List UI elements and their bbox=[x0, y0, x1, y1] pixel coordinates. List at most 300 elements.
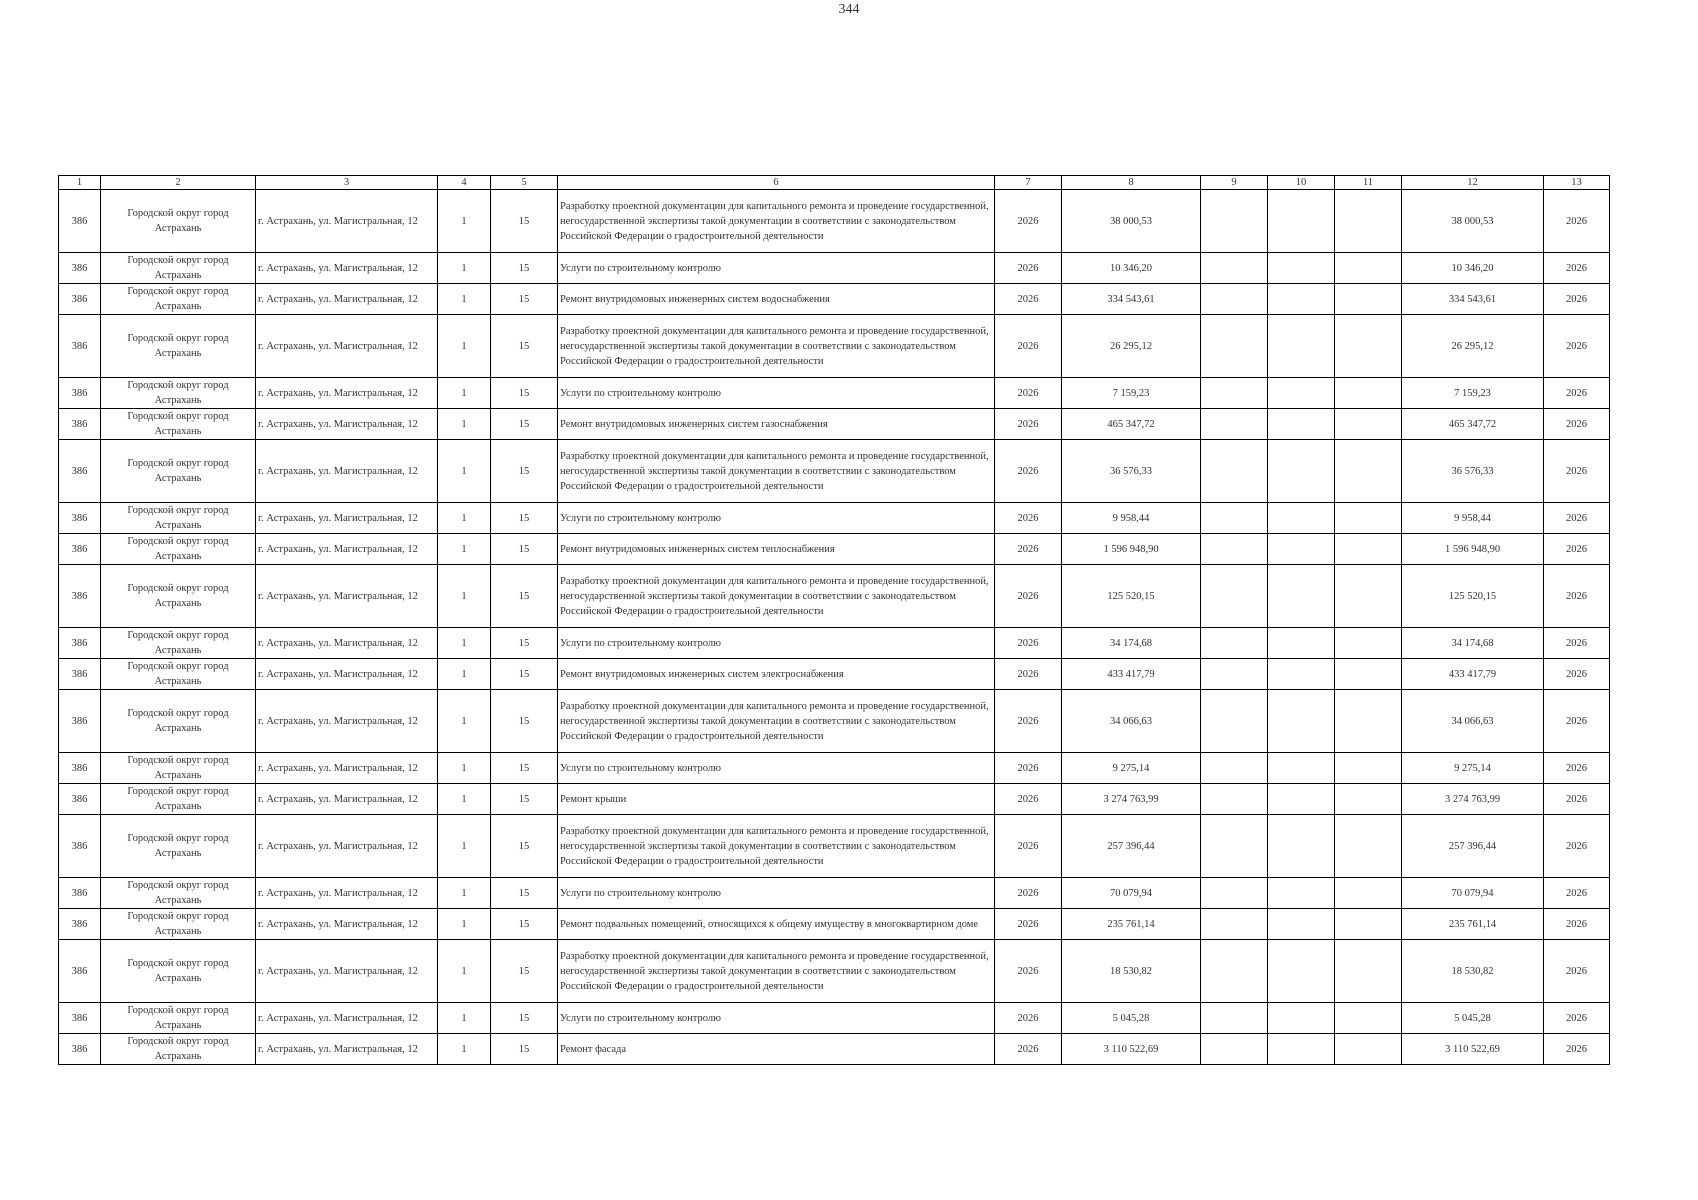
table-row bbox=[59, 534, 1610, 565]
municipality-cell: Городской округ город Астрахань bbox=[101, 1003, 256, 1034]
table-row bbox=[59, 503, 1610, 534]
col9-cell bbox=[1201, 878, 1268, 909]
col9-cell bbox=[1201, 440, 1268, 503]
cost-cell: 465 347,72 bbox=[1062, 409, 1201, 440]
col5-cell: 15 bbox=[491, 815, 558, 878]
work-type-cell: Разработку проектной документации для капитального ремонта и проведение государственной, негосударственной экспертизы такой документации в соответствии с законодательством Российской Федерации о градостроительной деятельности bbox=[558, 940, 995, 1003]
col10-cell bbox=[1268, 253, 1335, 284]
year-cell: 2026 bbox=[995, 409, 1062, 440]
completion-year-cell: 2026 bbox=[1544, 534, 1610, 565]
year-cell: 2026 bbox=[995, 440, 1062, 503]
completion-year-cell: 2026 bbox=[1544, 284, 1610, 315]
table-row bbox=[59, 940, 1610, 1003]
col9-cell bbox=[1201, 253, 1268, 284]
address-cell: г. Астрахань, ул. Магистральная, 12 bbox=[256, 440, 438, 503]
column-header-3: 3 bbox=[256, 176, 438, 190]
col10-cell bbox=[1268, 534, 1335, 565]
col9-cell bbox=[1201, 690, 1268, 753]
column-header-13: 13 bbox=[1544, 176, 1610, 190]
col5-cell: 15 bbox=[491, 534, 558, 565]
total-cell: 334 543,61 bbox=[1402, 284, 1544, 315]
address-cell: г. Астрахань, ул. Магистральная, 12 bbox=[256, 503, 438, 534]
work-type-cell: Услуги по строительному контролю bbox=[558, 503, 995, 534]
total-cell: 3 110 522,69 bbox=[1402, 1034, 1544, 1065]
completion-year-cell: 2026 bbox=[1544, 784, 1610, 815]
col10-cell bbox=[1268, 190, 1335, 253]
col5-cell: 15 bbox=[491, 940, 558, 1003]
year-cell: 2026 bbox=[995, 1034, 1062, 1065]
work-type-cell: Ремонт фасада bbox=[558, 1034, 995, 1065]
col4-cell: 1 bbox=[438, 503, 491, 534]
col10-cell bbox=[1268, 690, 1335, 753]
year-cell: 2026 bbox=[995, 940, 1062, 1003]
row-number: 386 bbox=[59, 503, 101, 534]
cost-cell: 125 520,15 bbox=[1062, 565, 1201, 628]
col10-cell bbox=[1268, 628, 1335, 659]
col11-cell bbox=[1335, 565, 1402, 628]
row-number: 386 bbox=[59, 878, 101, 909]
total-cell: 18 530,82 bbox=[1402, 940, 1544, 1003]
total-cell: 34 174,68 bbox=[1402, 628, 1544, 659]
total-cell: 34 066,63 bbox=[1402, 690, 1544, 753]
col4-cell: 1 bbox=[438, 753, 491, 784]
completion-year-cell: 2026 bbox=[1544, 1003, 1610, 1034]
row-number: 386 bbox=[59, 315, 101, 378]
col11-cell bbox=[1335, 440, 1402, 503]
col4-cell: 1 bbox=[438, 315, 491, 378]
col10-cell bbox=[1268, 878, 1335, 909]
col10-cell bbox=[1268, 659, 1335, 690]
col4-cell: 1 bbox=[438, 1034, 491, 1065]
municipality-cell: Городской округ город Астрахань bbox=[101, 784, 256, 815]
completion-year-cell: 2026 bbox=[1544, 753, 1610, 784]
cost-cell: 36 576,33 bbox=[1062, 440, 1201, 503]
total-cell: 70 079,94 bbox=[1402, 878, 1544, 909]
total-cell: 9 958,44 bbox=[1402, 503, 1544, 534]
table-row bbox=[59, 378, 1610, 409]
work-type-cell: Ремонт внутридомовых инженерных систем теплоснабжения bbox=[558, 534, 995, 565]
col11-cell bbox=[1335, 534, 1402, 565]
col11-cell bbox=[1335, 1003, 1402, 1034]
cost-cell: 34 174,68 bbox=[1062, 628, 1201, 659]
address-cell: г. Астрахань, ул. Магистральная, 12 bbox=[256, 753, 438, 784]
cost-cell: 18 530,82 bbox=[1062, 940, 1201, 1003]
col9-cell bbox=[1201, 1034, 1268, 1065]
total-cell: 9 275,14 bbox=[1402, 753, 1544, 784]
col10-cell bbox=[1268, 815, 1335, 878]
col4-cell: 1 bbox=[438, 440, 491, 503]
col10-cell bbox=[1268, 409, 1335, 440]
work-type-cell: Разработку проектной документации для капитального ремонта и проведение государственной, негосударственной экспертизы такой документации в соответствии с законодательством Российской Федерации о градостроительной деятельности bbox=[558, 315, 995, 378]
col11-cell bbox=[1335, 815, 1402, 878]
col10-cell bbox=[1268, 784, 1335, 815]
total-cell: 125 520,15 bbox=[1402, 565, 1544, 628]
col10-cell bbox=[1268, 1003, 1335, 1034]
register-table bbox=[58, 175, 1610, 1065]
col10-cell bbox=[1268, 940, 1335, 1003]
header-row bbox=[59, 176, 1610, 190]
year-cell: 2026 bbox=[995, 659, 1062, 690]
address-cell: г. Астрахань, ул. Магистральная, 12 bbox=[256, 659, 438, 690]
col4-cell: 1 bbox=[438, 878, 491, 909]
year-cell: 2026 bbox=[995, 503, 1062, 534]
completion-year-cell: 2026 bbox=[1544, 878, 1610, 909]
column-header-12: 12 bbox=[1402, 176, 1544, 190]
table-row bbox=[59, 784, 1610, 815]
col5-cell: 15 bbox=[491, 784, 558, 815]
col9-cell bbox=[1201, 1003, 1268, 1034]
col4-cell: 1 bbox=[438, 534, 491, 565]
row-number: 386 bbox=[59, 815, 101, 878]
col4-cell: 1 bbox=[438, 659, 491, 690]
completion-year-cell: 2026 bbox=[1544, 659, 1610, 690]
year-cell: 2026 bbox=[995, 565, 1062, 628]
year-cell: 2026 bbox=[995, 878, 1062, 909]
col10-cell bbox=[1268, 440, 1335, 503]
col4-cell: 1 bbox=[438, 784, 491, 815]
col9-cell bbox=[1201, 409, 1268, 440]
row-number: 386 bbox=[59, 1034, 101, 1065]
col5-cell: 15 bbox=[491, 878, 558, 909]
row-number: 386 bbox=[59, 409, 101, 440]
total-cell: 36 576,33 bbox=[1402, 440, 1544, 503]
table-header bbox=[59, 176, 1610, 190]
cost-cell: 10 346,20 bbox=[1062, 253, 1201, 284]
year-cell: 2026 bbox=[995, 190, 1062, 253]
total-cell: 235 761,14 bbox=[1402, 909, 1544, 940]
col11-cell bbox=[1335, 690, 1402, 753]
address-cell: г. Астрахань, ул. Магистральная, 12 bbox=[256, 690, 438, 753]
cost-cell: 1 596 948,90 bbox=[1062, 534, 1201, 565]
col9-cell bbox=[1201, 940, 1268, 1003]
completion-year-cell: 2026 bbox=[1544, 940, 1610, 1003]
row-number: 386 bbox=[59, 909, 101, 940]
col5-cell: 15 bbox=[491, 1034, 558, 1065]
col9-cell bbox=[1201, 784, 1268, 815]
total-cell: 465 347,72 bbox=[1402, 409, 1544, 440]
completion-year-cell: 2026 bbox=[1544, 690, 1610, 753]
col4-cell: 1 bbox=[438, 253, 491, 284]
table-body bbox=[59, 190, 1610, 1065]
col5-cell: 15 bbox=[491, 565, 558, 628]
col4-cell: 1 bbox=[438, 690, 491, 753]
col4-cell: 1 bbox=[438, 940, 491, 1003]
total-cell: 26 295,12 bbox=[1402, 315, 1544, 378]
municipality-cell: Городской округ город Астрахань bbox=[101, 253, 256, 284]
year-cell: 2026 bbox=[995, 628, 1062, 659]
col11-cell bbox=[1335, 253, 1402, 284]
col5-cell: 15 bbox=[491, 378, 558, 409]
total-cell: 257 396,44 bbox=[1402, 815, 1544, 878]
row-number: 386 bbox=[59, 440, 101, 503]
address-cell: г. Астрахань, ул. Магистральная, 12 bbox=[256, 565, 438, 628]
table-row bbox=[59, 253, 1610, 284]
municipality-cell: Городской округ город Астрахань bbox=[101, 315, 256, 378]
completion-year-cell: 2026 bbox=[1544, 565, 1610, 628]
total-cell: 7 159,23 bbox=[1402, 378, 1544, 409]
municipality-cell: Городской округ город Астрахань bbox=[101, 284, 256, 315]
year-cell: 2026 bbox=[995, 253, 1062, 284]
col10-cell bbox=[1268, 503, 1335, 534]
table-row bbox=[59, 878, 1610, 909]
completion-year-cell: 2026 bbox=[1544, 253, 1610, 284]
work-type-cell: Услуги по строительному контролю bbox=[558, 753, 995, 784]
row-number: 386 bbox=[59, 565, 101, 628]
cost-cell: 7 159,23 bbox=[1062, 378, 1201, 409]
col5-cell: 15 bbox=[491, 409, 558, 440]
work-type-cell: Разработку проектной документации для капитального ремонта и проведение государственной, негосударственной экспертизы такой документации в соответствии с законодательством Российской Федерации о градостроительной деятельности bbox=[558, 190, 995, 253]
completion-year-cell: 2026 bbox=[1544, 628, 1610, 659]
column-header-4: 4 bbox=[438, 176, 491, 190]
address-cell: г. Астрахань, ул. Магистральная, 12 bbox=[256, 878, 438, 909]
col4-cell: 1 bbox=[438, 190, 491, 253]
col4-cell: 1 bbox=[438, 378, 491, 409]
municipality-cell: Городской округ город Астрахань bbox=[101, 690, 256, 753]
address-cell: г. Астрахань, ул. Магистральная, 12 bbox=[256, 940, 438, 1003]
col4-cell: 1 bbox=[438, 409, 491, 440]
cost-cell: 26 295,12 bbox=[1062, 315, 1201, 378]
total-cell: 1 596 948,90 bbox=[1402, 534, 1544, 565]
completion-year-cell: 2026 bbox=[1544, 409, 1610, 440]
municipality-cell: Городской округ город Астрахань bbox=[101, 815, 256, 878]
cost-cell: 5 045,28 bbox=[1062, 1003, 1201, 1034]
col4-cell: 1 bbox=[438, 284, 491, 315]
col9-cell bbox=[1201, 565, 1268, 628]
col11-cell bbox=[1335, 409, 1402, 440]
completion-year-cell: 2026 bbox=[1544, 1034, 1610, 1065]
work-type-cell: Ремонт внутридомовых инженерных систем водоснабжения bbox=[558, 284, 995, 315]
work-type-cell: Услуги по строительному контролю bbox=[558, 1003, 995, 1034]
col11-cell bbox=[1335, 284, 1402, 315]
col9-cell bbox=[1201, 753, 1268, 784]
municipality-cell: Городской округ город Астрахань bbox=[101, 909, 256, 940]
address-cell: г. Астрахань, ул. Магистральная, 12 bbox=[256, 409, 438, 440]
cost-cell: 70 079,94 bbox=[1062, 878, 1201, 909]
cost-cell: 9 958,44 bbox=[1062, 503, 1201, 534]
cost-cell: 257 396,44 bbox=[1062, 815, 1201, 878]
col5-cell: 15 bbox=[491, 190, 558, 253]
cost-cell: 235 761,14 bbox=[1062, 909, 1201, 940]
col11-cell bbox=[1335, 628, 1402, 659]
row-number: 386 bbox=[59, 628, 101, 659]
table-row bbox=[59, 909, 1610, 940]
col11-cell bbox=[1335, 878, 1402, 909]
year-cell: 2026 bbox=[995, 753, 1062, 784]
work-type-cell: Разработку проектной документации для капитального ремонта и проведение государственной, негосударственной экспертизы такой документации в соответствии с законодательством Российской Федерации о градостроительной деятельности bbox=[558, 815, 995, 878]
work-type-cell: Разработку проектной документации для капитального ремонта и проведение государственной, негосударственной экспертизы такой документации в соответствии с законодательством Российской Федерации о градостроительной деятельности bbox=[558, 690, 995, 753]
cost-cell: 34 066,63 bbox=[1062, 690, 1201, 753]
row-number: 386 bbox=[59, 784, 101, 815]
table-row bbox=[59, 190, 1610, 253]
total-cell: 3 274 763,99 bbox=[1402, 784, 1544, 815]
col9-cell bbox=[1201, 815, 1268, 878]
year-cell: 2026 bbox=[995, 1003, 1062, 1034]
row-number: 386 bbox=[59, 659, 101, 690]
col9-cell bbox=[1201, 534, 1268, 565]
completion-year-cell: 2026 bbox=[1544, 815, 1610, 878]
table-row bbox=[59, 440, 1610, 503]
col5-cell: 15 bbox=[491, 659, 558, 690]
col5-cell: 15 bbox=[491, 690, 558, 753]
work-type-cell: Услуги по строительному контролю bbox=[558, 878, 995, 909]
work-type-cell: Ремонт подвальных помещений, относящихся к общему имуществу в многоквартирном доме bbox=[558, 909, 995, 940]
table-row bbox=[59, 284, 1610, 315]
col9-cell bbox=[1201, 909, 1268, 940]
work-type-cell: Ремонт внутридомовых инженерных систем электроснабжения bbox=[558, 659, 995, 690]
column-header-7: 7 bbox=[995, 176, 1062, 190]
address-cell: г. Астрахань, ул. Магистральная, 12 bbox=[256, 1003, 438, 1034]
col9-cell bbox=[1201, 659, 1268, 690]
work-type-cell: Ремонт внутридомовых инженерных систем газоснабжения bbox=[558, 409, 995, 440]
address-cell: г. Астрахань, ул. Магистральная, 12 bbox=[256, 628, 438, 659]
municipality-cell: Городской округ город Астрахань bbox=[101, 440, 256, 503]
col10-cell bbox=[1268, 1034, 1335, 1065]
column-header-5: 5 bbox=[491, 176, 558, 190]
col9-cell bbox=[1201, 628, 1268, 659]
col10-cell bbox=[1268, 315, 1335, 378]
col10-cell bbox=[1268, 753, 1335, 784]
col11-cell bbox=[1335, 1034, 1402, 1065]
address-cell: г. Астрахань, ул. Магистральная, 12 bbox=[256, 253, 438, 284]
work-type-cell: Услуги по строительному контролю bbox=[558, 628, 995, 659]
cost-cell: 38 000,53 bbox=[1062, 190, 1201, 253]
address-cell: г. Астрахань, ул. Магистральная, 12 bbox=[256, 909, 438, 940]
col4-cell: 1 bbox=[438, 628, 491, 659]
year-cell: 2026 bbox=[995, 784, 1062, 815]
cost-cell: 3 274 763,99 bbox=[1062, 784, 1201, 815]
col5-cell: 15 bbox=[491, 503, 558, 534]
page-number: 344 bbox=[838, 2, 860, 17]
col11-cell bbox=[1335, 190, 1402, 253]
col5-cell: 15 bbox=[491, 753, 558, 784]
address-cell: г. Астрахань, ул. Магистральная, 12 bbox=[256, 815, 438, 878]
row-number: 386 bbox=[59, 190, 101, 253]
year-cell: 2026 bbox=[995, 534, 1062, 565]
row-number: 386 bbox=[59, 1003, 101, 1034]
municipality-cell: Городской округ город Астрахань bbox=[101, 378, 256, 409]
cost-cell: 3 110 522,69 bbox=[1062, 1034, 1201, 1065]
table-row bbox=[59, 753, 1610, 784]
col9-cell bbox=[1201, 284, 1268, 315]
total-cell: 433 417,79 bbox=[1402, 659, 1544, 690]
year-cell: 2026 bbox=[995, 315, 1062, 378]
col5-cell: 15 bbox=[491, 440, 558, 503]
year-cell: 2026 bbox=[995, 909, 1062, 940]
work-type-cell: Услуги по строительному контролю bbox=[558, 378, 995, 409]
row-number: 386 bbox=[59, 253, 101, 284]
table-row bbox=[59, 690, 1610, 753]
col10-cell bbox=[1268, 284, 1335, 315]
address-cell: г. Астрахань, ул. Магистральная, 12 bbox=[256, 534, 438, 565]
address-cell: г. Астрахань, ул. Магистральная, 12 bbox=[256, 190, 438, 253]
municipality-cell: Городской округ город Астрахань bbox=[101, 409, 256, 440]
address-cell: г. Астрахань, ул. Магистральная, 12 bbox=[256, 315, 438, 378]
col9-cell bbox=[1201, 378, 1268, 409]
row-number: 386 bbox=[59, 753, 101, 784]
col11-cell bbox=[1335, 940, 1402, 1003]
year-cell: 2026 bbox=[995, 284, 1062, 315]
col5-cell: 15 bbox=[491, 253, 558, 284]
table-row bbox=[59, 659, 1610, 690]
col9-cell bbox=[1201, 315, 1268, 378]
col4-cell: 1 bbox=[438, 909, 491, 940]
row-number: 386 bbox=[59, 284, 101, 315]
work-type-cell: Разработку проектной документации для капитального ремонта и проведение государственной, негосударственной экспертизы такой документации в соответствии с законодательством Российской Федерации о градостроительной деятельности bbox=[558, 565, 995, 628]
table-row bbox=[59, 1034, 1610, 1065]
municipality-cell: Городской округ город Астрахань bbox=[101, 503, 256, 534]
column-header-10: 10 bbox=[1268, 176, 1335, 190]
col10-cell bbox=[1268, 909, 1335, 940]
work-type-cell: Ремонт крыши bbox=[558, 784, 995, 815]
completion-year-cell: 2026 bbox=[1544, 503, 1610, 534]
municipality-cell: Городской округ город Астрахань bbox=[101, 565, 256, 628]
row-number: 386 bbox=[59, 690, 101, 753]
column-header-9: 9 bbox=[1201, 176, 1268, 190]
municipality-cell: Городской округ город Астрахань bbox=[101, 1034, 256, 1065]
municipality-cell: Городской округ город Астрахань bbox=[101, 628, 256, 659]
year-cell: 2026 bbox=[995, 378, 1062, 409]
completion-year-cell: 2026 bbox=[1544, 378, 1610, 409]
address-cell: г. Астрахань, ул. Магистральная, 12 bbox=[256, 1034, 438, 1065]
cost-cell: 433 417,79 bbox=[1062, 659, 1201, 690]
col4-cell: 1 bbox=[438, 1003, 491, 1034]
row-number: 386 bbox=[59, 534, 101, 565]
column-header-8: 8 bbox=[1062, 176, 1201, 190]
completion-year-cell: 2026 bbox=[1544, 440, 1610, 503]
municipality-cell: Городской округ город Астрахань bbox=[101, 878, 256, 909]
address-cell: г. Астрахань, ул. Магистральная, 12 bbox=[256, 784, 438, 815]
col11-cell bbox=[1335, 378, 1402, 409]
col11-cell bbox=[1335, 909, 1402, 940]
col5-cell: 15 bbox=[491, 909, 558, 940]
col4-cell: 1 bbox=[438, 815, 491, 878]
col9-cell bbox=[1201, 190, 1268, 253]
completion-year-cell: 2026 bbox=[1544, 909, 1610, 940]
col11-cell bbox=[1335, 659, 1402, 690]
row-number: 386 bbox=[59, 940, 101, 1003]
work-type-cell: Услуги по строительному контролю bbox=[558, 253, 995, 284]
total-cell: 38 000,53 bbox=[1402, 190, 1544, 253]
total-cell: 5 045,28 bbox=[1402, 1003, 1544, 1034]
municipality-cell: Городской округ город Астрахань bbox=[101, 659, 256, 690]
column-header-2: 2 bbox=[101, 176, 256, 190]
total-cell: 10 346,20 bbox=[1402, 253, 1544, 284]
year-cell: 2026 bbox=[995, 815, 1062, 878]
municipality-cell: Городской округ город Астрахань bbox=[101, 190, 256, 253]
cost-cell: 9 275,14 bbox=[1062, 753, 1201, 784]
address-cell: г. Астрахань, ул. Магистральная, 12 bbox=[256, 378, 438, 409]
year-cell: 2026 bbox=[995, 690, 1062, 753]
table-row bbox=[59, 628, 1610, 659]
col11-cell bbox=[1335, 753, 1402, 784]
column-header-6: 6 bbox=[558, 176, 995, 190]
table-row bbox=[59, 1003, 1610, 1034]
col11-cell bbox=[1335, 503, 1402, 534]
col5-cell: 15 bbox=[491, 315, 558, 378]
municipality-cell: Городской округ город Астрахань bbox=[101, 940, 256, 1003]
table-row bbox=[59, 315, 1610, 378]
table-row bbox=[59, 565, 1610, 628]
col5-cell: 15 bbox=[491, 284, 558, 315]
row-number: 386 bbox=[59, 378, 101, 409]
municipality-cell: Городской округ город Астрахань bbox=[101, 534, 256, 565]
municipality-cell: Городской округ город Астрахань bbox=[101, 753, 256, 784]
column-header-11: 11 bbox=[1335, 176, 1402, 190]
table-row bbox=[59, 409, 1610, 440]
column-header-1: 1 bbox=[59, 176, 101, 190]
address-cell: г. Астрахань, ул. Магистральная, 12 bbox=[256, 284, 438, 315]
col4-cell: 1 bbox=[438, 565, 491, 628]
